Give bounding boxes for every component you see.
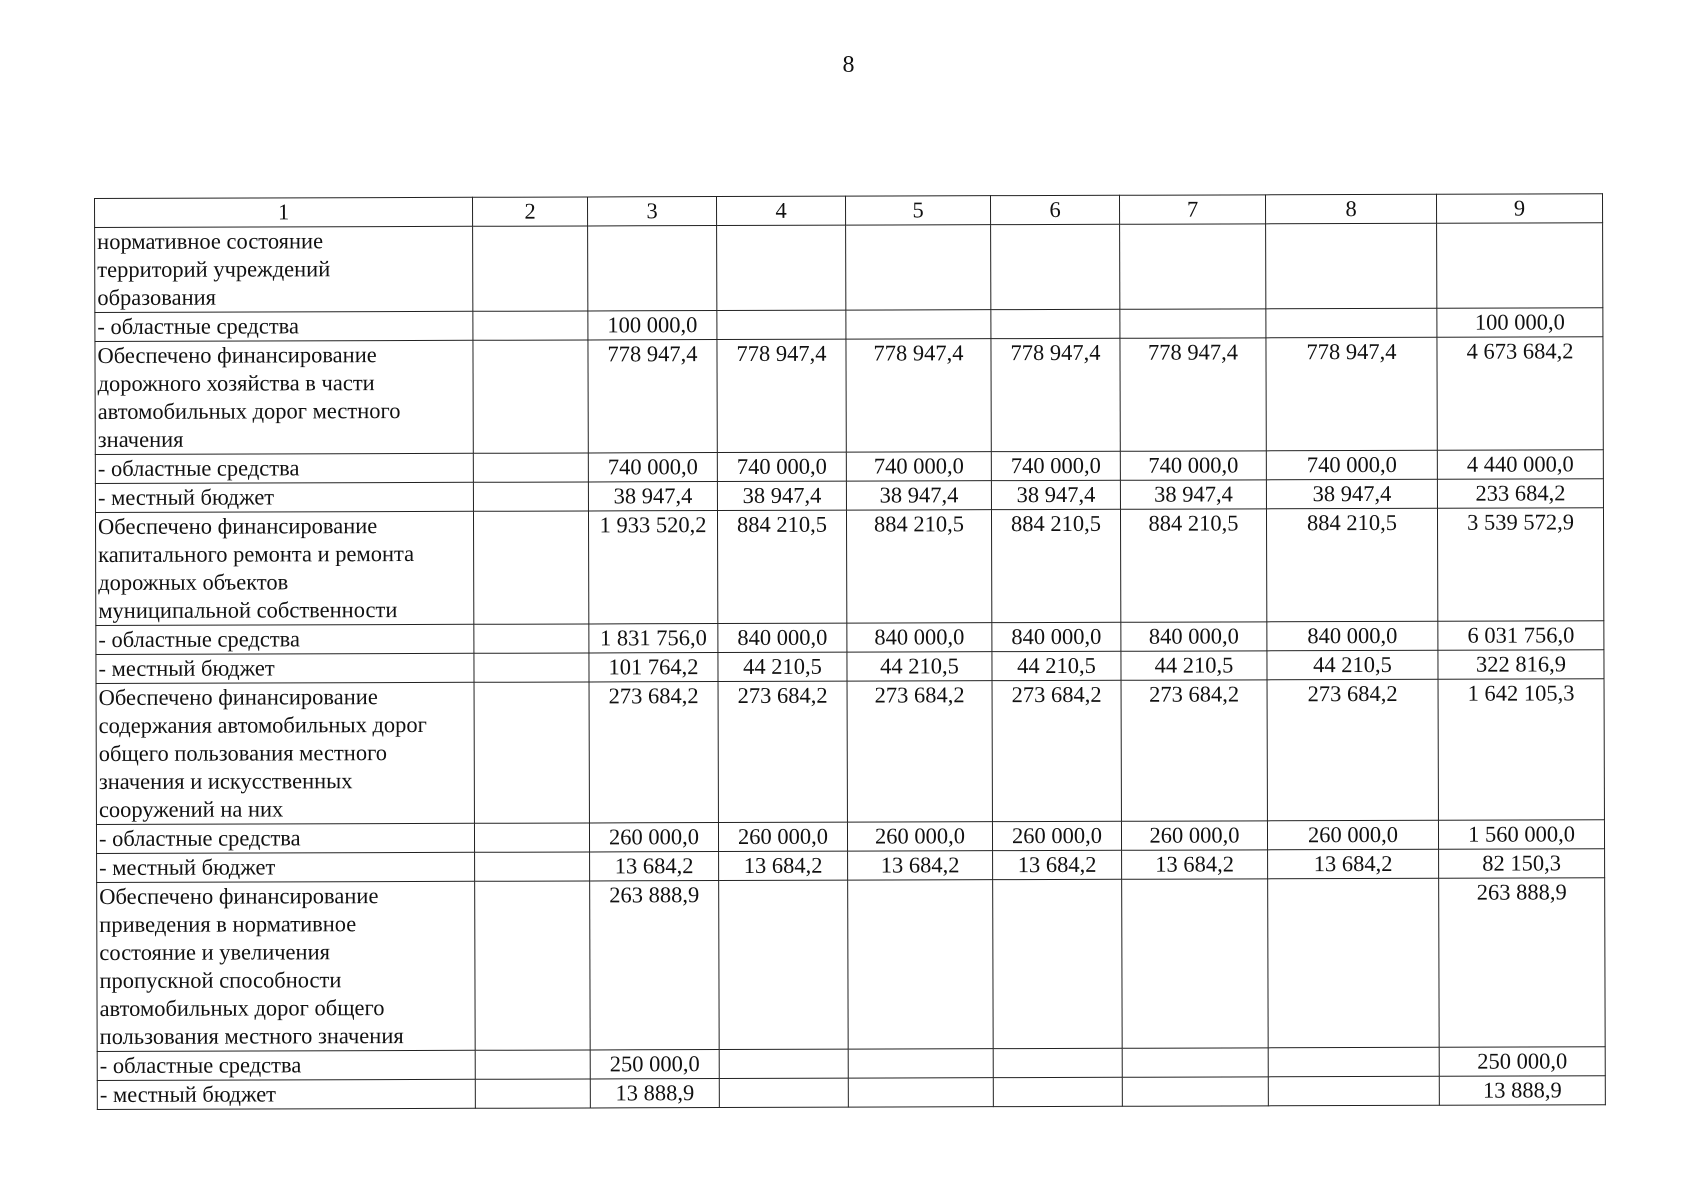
table-subrow xyxy=(96,650,1604,684)
cell-col-6: 44 210,5 xyxy=(992,651,1121,680)
cell-col-9: 263 888,9 xyxy=(1439,878,1606,1048)
cell-col-2 xyxy=(475,881,591,1050)
table-subrow xyxy=(97,849,1605,883)
table-subrow xyxy=(97,1047,1605,1081)
cell-col-3 xyxy=(588,226,717,311)
cell-col-4: 740 000,0 xyxy=(717,452,846,481)
cell-col-2 xyxy=(473,482,588,511)
cell-col-9: 1 642 105,3 xyxy=(1438,679,1604,821)
row-label: - местный бюджет xyxy=(97,1079,475,1109)
cell-col-6 xyxy=(991,309,1120,338)
cell-col-5 xyxy=(848,880,994,1049)
cell-col-5: 44 210,5 xyxy=(847,652,992,681)
row-label: - областные средства xyxy=(97,1050,475,1080)
cell-col-8: 44 210,5 xyxy=(1267,650,1438,680)
cell-col-5 xyxy=(846,225,991,310)
cell-col-2 xyxy=(475,1079,590,1108)
cell-col-9: 100 000,0 xyxy=(1437,308,1603,338)
header-col-4: 4 xyxy=(716,196,845,225)
cell-col-4 xyxy=(717,310,846,339)
table-subrow xyxy=(97,1076,1605,1110)
cell-col-5: 884 210,5 xyxy=(846,510,991,623)
cell-col-8 xyxy=(1268,1047,1439,1077)
cell-col-7 xyxy=(1120,309,1266,338)
row-label: Обеспечено финансирование капитального ремонта и ремонта дорожных объектов муниципальной собственности xyxy=(95,511,473,625)
cell-col-5 xyxy=(848,1078,993,1107)
cell-col-7 xyxy=(1120,224,1266,309)
cell-col-5: 13 684,2 xyxy=(848,851,993,880)
cell-col-3: 740 000,0 xyxy=(588,453,717,482)
cell-col-3: 263 888,9 xyxy=(590,881,720,1050)
cell-col-6 xyxy=(993,1048,1122,1077)
cell-col-9: 4 673 684,2 xyxy=(1437,337,1603,451)
cell-col-6: 273 684,2 xyxy=(992,680,1121,821)
cell-col-5 xyxy=(846,310,991,339)
cell-col-7: 273 684,2 xyxy=(1121,680,1267,821)
cell-col-4: 260 000,0 xyxy=(718,822,847,851)
cell-col-9: 233 684,2 xyxy=(1437,479,1603,509)
table-subrow xyxy=(96,621,1604,655)
cell-col-3: 13 888,9 xyxy=(590,1079,719,1108)
cell-col-3: 250 000,0 xyxy=(590,1050,719,1079)
cell-col-6 xyxy=(993,879,1123,1048)
cell-col-3: 1 933 520,2 xyxy=(588,511,717,624)
cell-col-7: 13 684,2 xyxy=(1122,850,1268,879)
row-label: - областные средства xyxy=(96,823,474,853)
cell-col-2 xyxy=(474,682,589,823)
row-label: Обеспечено финансирование дорожного хозяйства в части автомобильных дорог местного значения xyxy=(95,340,473,454)
header-col-8: 8 xyxy=(1265,194,1436,224)
cell-col-7: 778 947,4 xyxy=(1120,338,1266,451)
cell-col-3: 100 000,0 xyxy=(588,311,717,340)
row-label: - областные средства xyxy=(95,453,473,483)
cell-col-3: 778 947,4 xyxy=(588,340,717,453)
table-subrow xyxy=(95,450,1603,484)
table-row xyxy=(96,679,1604,825)
cell-col-7: 44 210,5 xyxy=(1121,651,1267,680)
cell-col-4: 13 684,2 xyxy=(719,851,848,880)
table-row xyxy=(95,223,1603,313)
cell-col-5: 273 684,2 xyxy=(847,681,992,822)
cell-col-7 xyxy=(1122,1048,1268,1077)
cell-col-8: 13 684,2 xyxy=(1268,849,1439,879)
cell-col-8 xyxy=(1268,878,1440,1048)
table-subrow xyxy=(96,820,1604,854)
table-row xyxy=(97,878,1606,1052)
cell-col-3: 273 684,2 xyxy=(589,682,718,823)
cell-col-6: 884 210,5 xyxy=(991,509,1120,622)
cell-col-6: 840 000,0 xyxy=(992,622,1121,651)
row-label: Обеспечено финансирование содержания автомобильных дорог общего пользования местного значения и искусственных сооружений на них xyxy=(96,682,474,824)
cell-col-8 xyxy=(1266,308,1437,338)
header-col-1: 1 xyxy=(95,197,473,227)
cell-col-8: 884 210,5 xyxy=(1266,508,1437,622)
cell-col-2 xyxy=(474,624,589,653)
cell-col-4 xyxy=(717,225,846,310)
header-col-9: 9 xyxy=(1436,194,1602,224)
cell-col-8: 273 684,2 xyxy=(1267,679,1438,821)
row-label: - областные средства xyxy=(96,624,474,654)
cell-col-9: 4 440 000,0 xyxy=(1437,450,1603,480)
cell-col-8 xyxy=(1268,1076,1439,1106)
row-label: - областные средства xyxy=(95,311,473,341)
cell-col-9: 250 000,0 xyxy=(1439,1047,1605,1077)
cell-col-9: 1 560 000,0 xyxy=(1438,820,1604,850)
cell-col-2 xyxy=(474,823,589,852)
cell-col-9: 82 150,3 xyxy=(1439,849,1605,879)
cell-col-2 xyxy=(475,1050,590,1079)
cell-col-6 xyxy=(993,1077,1122,1106)
cell-col-2 xyxy=(475,852,590,881)
cell-col-7: 884 210,5 xyxy=(1120,509,1266,622)
cell-col-4 xyxy=(719,1078,848,1107)
cell-col-4: 884 210,5 xyxy=(717,510,846,623)
cell-col-9: 322 816,9 xyxy=(1438,650,1604,680)
cell-col-8 xyxy=(1266,223,1437,309)
cell-col-8: 740 000,0 xyxy=(1266,450,1437,480)
cell-col-3: 260 000,0 xyxy=(589,823,718,852)
cell-col-2 xyxy=(473,340,588,453)
cell-col-7 xyxy=(1122,879,1269,1048)
cell-col-5: 840 000,0 xyxy=(847,623,992,652)
cell-col-4: 38 947,4 xyxy=(717,481,846,510)
cell-col-5 xyxy=(848,1049,993,1078)
header-col-3: 3 xyxy=(587,197,716,226)
cell-col-5: 260 000,0 xyxy=(847,822,992,851)
cell-col-2 xyxy=(473,511,588,624)
cell-col-8: 778 947,4 xyxy=(1266,337,1437,451)
header-col-7: 7 xyxy=(1119,195,1265,224)
cell-col-6: 260 000,0 xyxy=(992,821,1121,850)
cell-col-5: 740 000,0 xyxy=(846,452,991,481)
cell-col-4: 840 000,0 xyxy=(718,623,847,652)
table-subrow xyxy=(95,479,1603,513)
table-body xyxy=(95,223,1606,1110)
cell-col-6: 13 684,2 xyxy=(993,850,1122,879)
header-col-5: 5 xyxy=(845,196,990,225)
cell-col-2 xyxy=(473,226,588,311)
cell-col-9: 13 888,9 xyxy=(1439,1076,1605,1106)
cell-col-8: 260 000,0 xyxy=(1267,820,1438,850)
cell-col-7: 840 000,0 xyxy=(1121,622,1267,651)
cell-col-2 xyxy=(473,453,588,482)
budget-table xyxy=(94,193,1606,1110)
cell-col-3: 1 831 756,0 xyxy=(589,624,718,653)
cell-col-5: 778 947,4 xyxy=(846,339,991,452)
cell-col-6: 778 947,4 xyxy=(991,338,1120,451)
cell-col-3: 38 947,4 xyxy=(588,482,717,511)
cell-col-4 xyxy=(719,1049,848,1078)
row-label: Обеспечено финансирование приведения в нормативное состояние и увеличения пропускной способности автомобильных дорог общего пользования местного значения xyxy=(97,881,476,1051)
header-col-6: 6 xyxy=(990,195,1119,224)
cell-col-7: 38 947,4 xyxy=(1120,480,1266,509)
table-row xyxy=(95,508,1603,626)
page-number: 8 xyxy=(842,52,855,78)
header-col-2: 2 xyxy=(472,197,587,226)
cell-col-2 xyxy=(474,653,589,682)
cell-col-5: 38 947,4 xyxy=(846,481,991,510)
cell-col-6 xyxy=(991,224,1120,309)
row-label: - местный бюджет xyxy=(96,653,474,683)
table-row xyxy=(95,337,1603,455)
cell-col-3: 13 684,2 xyxy=(590,852,719,881)
cell-col-8: 840 000,0 xyxy=(1267,621,1438,651)
cell-col-8: 38 947,4 xyxy=(1266,479,1437,509)
row-label: нормативное состояние территорий учреждений образования xyxy=(95,226,473,312)
cell-col-9: 3 539 572,9 xyxy=(1437,508,1603,622)
cell-col-9: 6 031 756,0 xyxy=(1438,621,1604,651)
cell-col-4 xyxy=(719,880,849,1049)
header-row xyxy=(95,194,1603,228)
cell-col-4: 778 947,4 xyxy=(717,339,846,452)
cell-col-7 xyxy=(1122,1077,1268,1106)
cell-col-6: 38 947,4 xyxy=(991,480,1120,509)
row-label: - местный бюджет xyxy=(97,852,475,882)
cell-col-3: 101 764,2 xyxy=(589,653,718,682)
cell-col-7: 740 000,0 xyxy=(1120,451,1266,480)
row-label: - местный бюджет xyxy=(95,482,473,512)
table-subrow xyxy=(95,308,1603,342)
cell-col-2 xyxy=(473,311,588,340)
cell-col-7: 260 000,0 xyxy=(1121,821,1267,850)
cell-col-4: 44 210,5 xyxy=(718,652,847,681)
cell-col-4: 273 684,2 xyxy=(718,681,847,822)
cell-col-9 xyxy=(1437,223,1603,309)
cell-col-6: 740 000,0 xyxy=(991,451,1120,480)
